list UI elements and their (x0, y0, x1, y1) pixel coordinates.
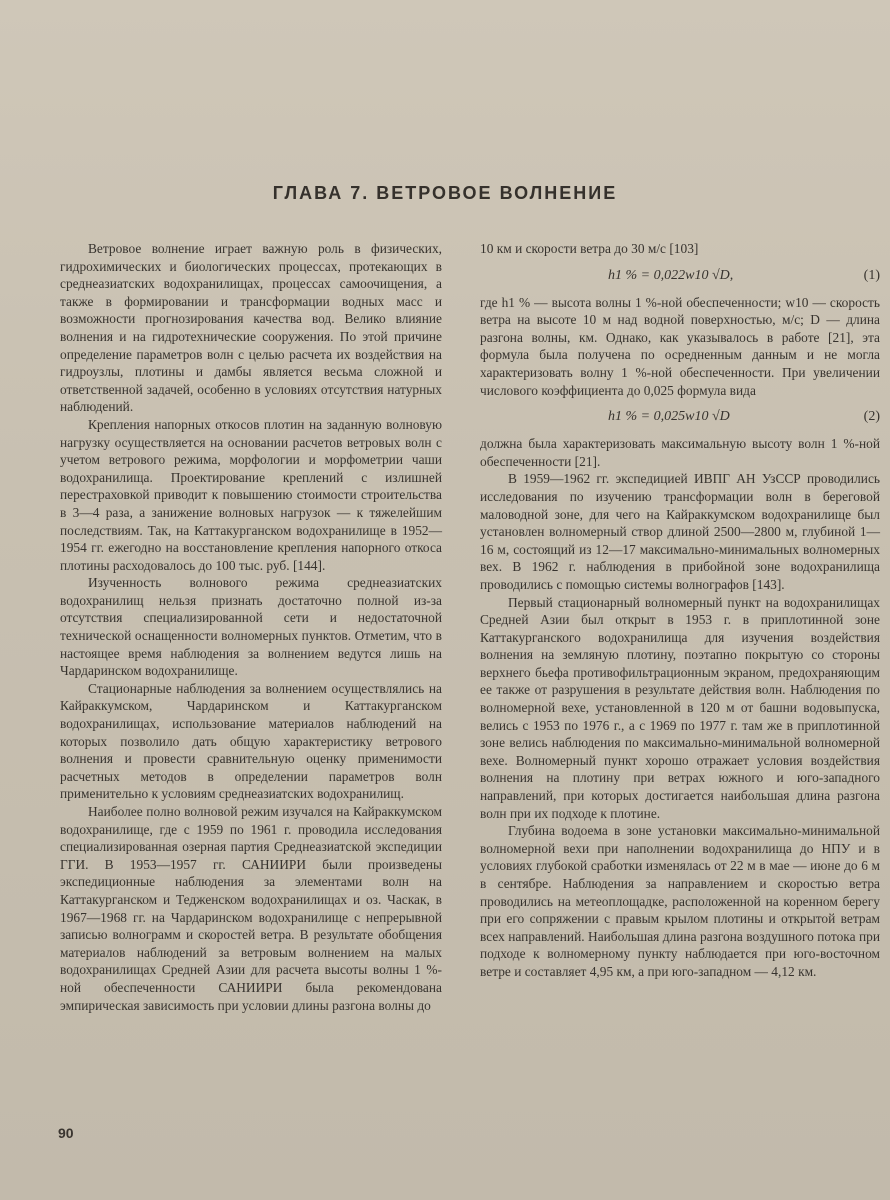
formula-1-expression: h1 % = 0,022w10 √D, (608, 267, 734, 283)
paragraph: Крепления напорных откосов плотин на заданную волновую нагрузку осуществляется на основании расчетов ветровых волн с учетом ветрового режима, морфологии и морфометрии чаши водохранилища. Проектирование креплений с излишней перестраховкой приводит к повышению стоимости строительства в 3—4 раза, а занижение волновых нагрузок — к тяжелейшим последствиям. Так, на Каттакурганском водохранилище в 1952—1954 гг. ежегодно на восстановление крепления напорного откоса плотины расходовалось до 100 тыс. руб. [144]. (60, 416, 442, 573)
formula-2 (480, 405, 880, 429)
paragraph: Глубина водоема в зоне установки максимально-минимальной волномерной вехи при наполнении водохранилища до НПУ и в условиях глубокой сработки изменялась от 22 м в мае — июне до 6 м в сентябре. Наблюдения за направлением и скоростью ветра проводились на метеоплощадке, расположенной на коренном берегу при его сопряжении с правым крылом плотины и открытой ветрам всех направлений. Наибольшая длина разгона воздушного потока при подходе к волномерному пункту наблюдается при юго-восточном ветре и составляет 4,95 км, а при юго-западном — 4,12 км. (480, 823, 880, 979)
chapter-title: ГЛАВА 7. ВЕТРОВОЕ ВОЛНЕНИЕ (272, 183, 618, 203)
formula-1-number: (1) (863, 267, 880, 283)
formula-2-number: (2) (863, 409, 880, 425)
right-column (480, 240, 880, 981)
paragraph: Первый стационарный волномерный пункт на водохранилищах Средней Азии был открыт в 1953 г. в приплотинной зоне Каттакурганского водохранилища для изучения воздействия волнения на земляную плотину, поэтапно покрытую со стороны верхнего бьефа противофильтрационным экраном, предохраняющим ее также от разрушения в результате действия волн. Наблюдения по волномерной вехе, установленной в 120 м от башни водовыпуска, велись с 1953 по 1976 г., а с 1969 по 1977 г. там же в приплотинной зоне велись наблюдения по максимально-минимальной волномерной вехе. Волномерный пункт хорошо отражает условия воздействия волнения на плотину при ветрах южного и юго-западного направлений, при которых достигается наибольшая длина разгона волн при их подходе к плотине. (480, 594, 880, 821)
paragraph: где h1 % — высота волны 1 %-ной обеспеченности; w10 — скорость ветра на высоте 10 м над водной поверхностью, м/с; D — длина разгона волны, км. Однако, как указывалось в работе [21], эта формула была получена по осредненным данным и не могла характеризовать волну 1 %-ной обеспеченности. При увеличении числового коэффициента до 0,025 формула вида (480, 294, 880, 398)
formula-2-expression: h1 % = 0,025w10 √D (608, 409, 730, 425)
paragraph: 10 км и скорости ветра до 30 м/с [103] (480, 241, 699, 256)
paragraph: Изученность волнового режима среднеазиатских водохранилищ нельзя признать достаточно полной из-за отсутствия специализированной сети и недостаточной технической оснащенности волномерных пунктов. Отметим, что в настоящее время наблюдения за волнением ведутся лишь на Чардаринском водохранилище. (60, 575, 442, 679)
formula-1 (480, 264, 880, 288)
left-column (60, 240, 442, 1014)
page-number: 90 (58, 1125, 74, 1141)
paragraph: должна была характеризовать максимальную высоту волн 1 %-ной обеспеченности [21]. (480, 436, 880, 469)
paragraph: Стационарные наблюдения за волнением осуществлялись на Кайраккумском, Чардаринском и Каттакурганском водохранилищах, использование материалов наблюдений на которых позволило дать общую характеристику ветрового волнения и провести сравнительную оценку применимости расчетных методов в определении параметров волн применительно к условиям среднеазиатских водохранилищ. (60, 680, 442, 802)
paragraph: Ветровое волнение играет важную роль в физических, гидрохимических и биологических процессах, протекающих в среднеазиатских водохранилищах, процессах самоочищения, а также в формировании и трансформации водных масс и возможности прогнозирования качества вод. Велико влияние волнения и на гидротехнические сооружения. По этой причине определение параметров волн с целью расчета их воздействия на гидроузлы, плотины и дамбы является весьма сложной и ответственной задачей, особенно в условиях отсутствия натурных наблюдений. (60, 241, 442, 415)
paragraph: Наиболее полно волновой режим изучался на Кайраккумском водохранилище, где с 1959 по 1961 г. проводила исследования специализированная озерная партия Среднеазиатской экспедиции ГГИ. В 1953—1957 гг. САНИИРИ были произведены экспедиционные наблюдения за элементами волн на Каттакурганском и Тедженском водохранилищах и оз. Часкак, в 1967—1968 гг. на Чардаринском водохранилище с непрерывной записью волнограмм и скоростей ветра. В результате обобщения материалов наблюдений за ветровым волнением на малых водохранилищах Средней Азии для расчета высоты волны 1 %-ной обеспеченности САНИИРИ была рекомендована эмпирическая зависимость при условии длины разгона волны до (60, 804, 442, 1013)
paragraph: В 1959—1962 гг. экспедицией ИВПГ АН УзССР проводились исследования по изучению трансформации волн в береговой маловодной зоне, для чего на Кайраккумском водохранилище был установлен волномерный створ длиной 2500—2800 м, глубиной 1—16 м, состоящий из 12—17 максимально-минимальных волномерных вех. В 1962 г. наблюдения в прибойной зоне водохранилища проводились с помощью системы волнографов [143]. (480, 471, 880, 592)
